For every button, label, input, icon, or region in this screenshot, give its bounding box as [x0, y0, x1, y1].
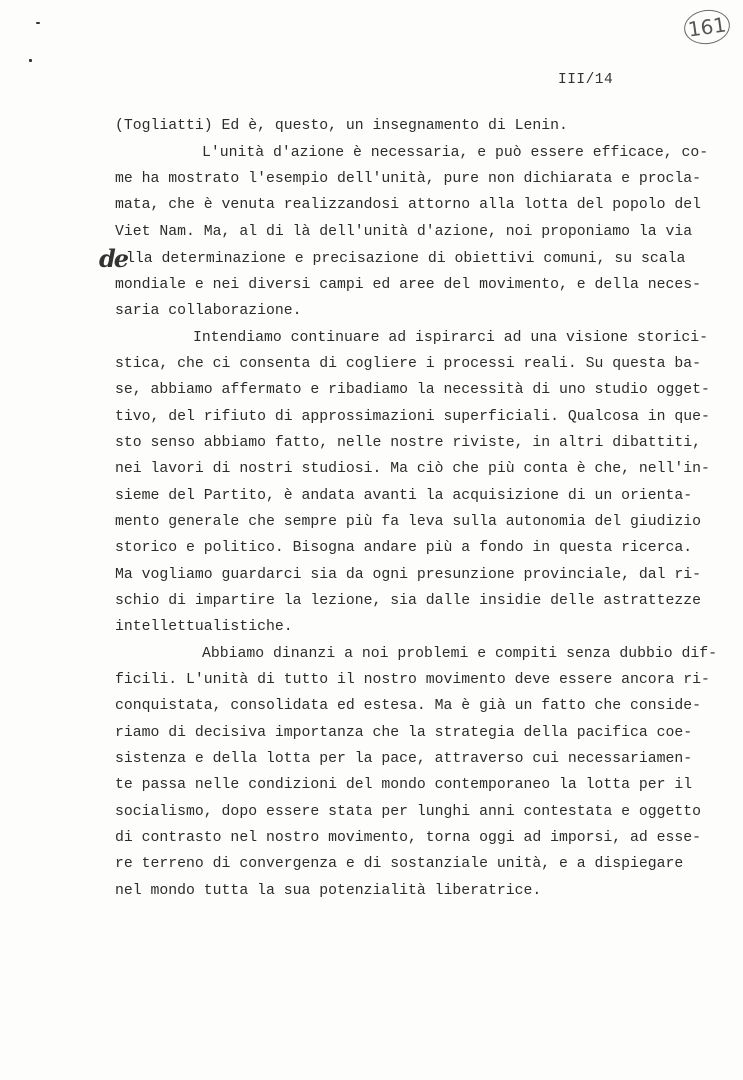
text-line: saria collaborazione. — [115, 303, 302, 319]
archive-stamp-number: 161 — [686, 12, 728, 42]
text-line: Viet Nam. Ma, al di là dell'unità d'azione, noi proponiamo la via — [115, 224, 693, 240]
text-line: stica, che ci consenta di cogliere i processi reali. Su questa ba- — [115, 356, 702, 372]
handwritten-correction: de — [99, 244, 128, 273]
text-line: storico e politico. Bisogna andare più a fondo in questa ricerca. — [115, 540, 693, 556]
text-line: conquistata, consolidata ed estesa. Ma è già un fatto che conside- — [115, 698, 702, 714]
text-line: ficili. L'unità di tutto il nostro movimento deve essere ancora ri- — [115, 672, 710, 688]
text-line: se, abbiamo affermato e ribadiamo la necessità di uno studio ogget- — [115, 382, 710, 398]
text-line: mata, che è venuta realizzandosi attorno alla lotta del popolo del — [115, 197, 702, 213]
text-line: mento generale che sempre più fa leva sulla autonomia del giudizio — [115, 514, 702, 530]
text-line: socialismo, dopo essere stata per lunghi anni contestata e oggetto — [115, 804, 702, 820]
scan-mark — [29, 59, 32, 62]
text-line: te passa nelle condizioni del mondo contemporaneo la lotta per il — [115, 777, 693, 793]
text-line: Intendiamo continuare ad ispirarci ad una visione storici- — [193, 330, 709, 346]
page-reference: III/14 — [558, 72, 614, 88]
text-line: intellettualistiche. — [115, 619, 293, 635]
scan-mark — [36, 22, 40, 24]
text-line: lla determinazione e precisazione di obiettivi comuni, su scala — [126, 251, 686, 267]
text-line: di contrasto nel nostro movimento, torna oggi ad imporsi, ad esse- — [115, 830, 702, 846]
text-line: nei lavori di nostri studiosi. Ma ciò che più conta è che, nell'in- — [115, 461, 710, 477]
text-line: Ma vogliamo guardarci sia da ogni presunzione provinciale, dal ri- — [115, 567, 702, 583]
text-line: nel mondo tutta la sua potenzialità liberatrice. — [115, 883, 542, 899]
text-line: Abbiamo dinanzi a noi problemi e compiti senza dubbio dif- — [202, 646, 718, 662]
text-line: (Togliatti) Ed è, questo, un insegnamento di Lenin. — [115, 118, 568, 134]
text-line: mondiale e nei diversi campi ed aree del movimento, e della neces- — [115, 277, 702, 293]
text-line: tivo, del rifiuto di approssimazioni superficiali. Qualcosa in que- — [115, 409, 710, 425]
text-line: schio di impartire la lezione, sia dalle insidie delle astrattezze — [115, 593, 702, 609]
text-line: sieme del Partito, è andata avanti la acquisizione di un orienta- — [115, 488, 693, 504]
text-line: sistenza e della lotta per la pace, attraverso cui necessariamen- — [115, 751, 693, 767]
text-line: L'unità d'azione è necessaria, e può essere efficace, co- — [202, 145, 709, 161]
text-line: riamo di decisiva importanza che la strategia della pacifica coe- — [115, 725, 693, 741]
text-line: re terreno di convergenza e di sostanziale unità, e a dispiegare — [115, 856, 684, 872]
text-line: me ha mostrato l'esempio dell'unità, pure non dichiarata e procla- — [115, 171, 702, 187]
text-line: sto senso abbiamo fatto, nelle nostre riviste, in altri dibattiti, — [115, 435, 702, 451]
archive-stamp — [682, 7, 732, 47]
